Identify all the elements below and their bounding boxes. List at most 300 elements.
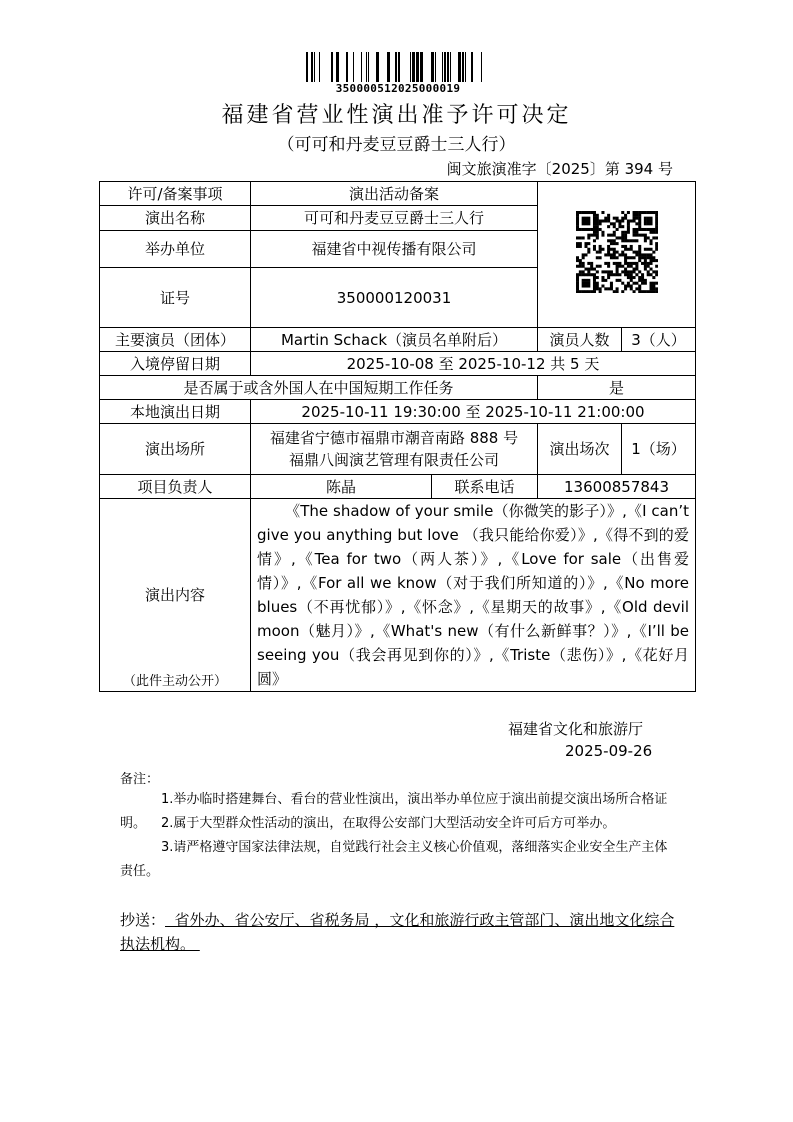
qr-module <box>626 281 629 284</box>
qr-module <box>595 236 598 239</box>
barcode-bar <box>366 52 367 82</box>
qr-module <box>595 276 598 279</box>
qr-module <box>590 290 593 293</box>
qr-module <box>615 216 618 219</box>
qr-module <box>643 281 646 284</box>
qr-module <box>612 225 615 228</box>
qr-module <box>590 273 593 276</box>
qr-module <box>626 270 629 273</box>
qr-module <box>584 273 587 276</box>
qr-module <box>592 239 595 242</box>
value-manager: 陈晶 <box>251 475 432 499</box>
qr-module <box>587 219 590 222</box>
qr-module <box>649 267 652 270</box>
qr-module <box>576 256 579 259</box>
qr-module <box>626 261 629 264</box>
qr-module <box>601 230 604 233</box>
value-show-count: 1（场） <box>622 424 696 475</box>
qr-module <box>604 261 607 264</box>
qr-module <box>595 222 598 225</box>
qr-module <box>609 233 612 236</box>
qr-module <box>590 233 593 236</box>
qr-module <box>624 244 627 247</box>
qr-module <box>598 290 601 293</box>
qr-module <box>638 233 641 236</box>
qr-module <box>626 219 629 222</box>
qr-module <box>609 242 612 245</box>
qr-module <box>604 219 607 222</box>
qr-module <box>635 250 638 253</box>
qr-module <box>592 225 595 228</box>
qr-module <box>652 236 655 239</box>
qr-module <box>592 273 595 276</box>
qr-module <box>655 273 658 276</box>
qr-module <box>604 287 607 290</box>
qr-module <box>607 244 610 247</box>
qr-module <box>601 219 604 222</box>
qr-module <box>578 264 581 267</box>
qr-module <box>578 211 581 214</box>
qr-module <box>632 250 635 253</box>
qr-module <box>584 281 587 284</box>
qr-module <box>578 227 581 230</box>
qr-module <box>592 284 595 287</box>
qr-module <box>638 219 641 222</box>
qr-module <box>646 236 649 239</box>
qr-module <box>649 284 652 287</box>
qr-module <box>595 213 598 216</box>
qr-module <box>632 267 635 270</box>
barcode-bar <box>314 52 315 82</box>
qr-module <box>624 239 627 242</box>
qr-module <box>652 290 655 293</box>
qr-module <box>632 270 635 273</box>
qr-module <box>607 264 610 267</box>
qr-module <box>655 270 658 273</box>
qr-module <box>590 227 593 230</box>
label-item: 许可/备案事项 <box>100 182 251 206</box>
qr-module <box>646 264 649 267</box>
qr-module <box>649 222 652 225</box>
qr-module <box>592 267 595 270</box>
qr-module <box>641 290 644 293</box>
qr-module <box>581 264 584 267</box>
qr-module <box>581 227 584 230</box>
qr-module <box>607 253 610 256</box>
qr-module <box>643 261 646 264</box>
qr-module <box>632 290 635 293</box>
label-cert: 证号 <box>100 268 251 328</box>
qr-module <box>638 253 641 256</box>
qr-module <box>629 287 632 290</box>
qr-module <box>612 250 615 253</box>
qr-module <box>595 230 598 233</box>
qr-module <box>621 281 624 284</box>
qr-module <box>641 227 644 230</box>
value-stay: 2025-10-08 至 2025-10-12 共 5 天 <box>251 352 696 376</box>
qr-module <box>626 273 629 276</box>
note-1: 1.举办临时搭建舞台、看台的营业性演出，演出举办单位应于演出前提交演出场所合格证明。 <box>120 792 668 831</box>
label-performer-count: 演员人数 <box>538 328 622 352</box>
qr-module <box>632 219 635 222</box>
qr-module <box>581 253 584 256</box>
qr-module <box>618 253 621 256</box>
public-note: （此件主动公开） <box>123 674 228 689</box>
barcode-bar <box>450 52 451 82</box>
barcode-bar <box>311 52 313 82</box>
qr-module <box>624 259 627 262</box>
qr-module <box>584 211 587 214</box>
qr-module <box>652 227 655 230</box>
qr-module <box>578 261 581 264</box>
label-manager: 项目负责人 <box>100 475 251 499</box>
cc-line <box>120 908 680 956</box>
qr-module <box>584 284 587 287</box>
qr-module <box>629 261 632 264</box>
qr-module <box>609 256 612 259</box>
qr-module <box>576 236 579 239</box>
qr-module <box>576 216 579 219</box>
qr-module <box>587 242 590 245</box>
qr-module <box>615 273 618 276</box>
document-title: 福建省营业性演出准予许可决定 <box>221 103 572 128</box>
qr-module <box>649 211 652 214</box>
qr-module <box>629 256 632 259</box>
qr-module <box>643 211 646 214</box>
qr-module <box>587 284 590 287</box>
barcode-bar <box>435 52 436 82</box>
barcode-bar <box>387 52 390 82</box>
qr-module <box>635 264 638 267</box>
qr-module <box>629 219 632 222</box>
qr-module <box>581 236 584 239</box>
qr-module <box>595 233 598 236</box>
barcode-bar <box>465 52 466 82</box>
qr-module <box>584 242 587 245</box>
qr-module <box>641 276 644 279</box>
label-phone: 联系电话 <box>432 475 538 499</box>
qr-module <box>609 287 612 290</box>
qr-module <box>632 239 635 242</box>
value-phone: 13600857843 <box>538 475 696 499</box>
qr-module <box>576 276 579 279</box>
qr-module <box>592 290 595 293</box>
qr-module <box>581 270 584 273</box>
qr-module <box>618 264 621 267</box>
qr-module <box>649 239 652 242</box>
qr-module <box>615 287 618 290</box>
qr-module <box>595 219 598 222</box>
qr-module <box>576 225 579 228</box>
qr-module <box>632 233 635 236</box>
qr-module <box>626 227 629 230</box>
qr-module <box>615 264 618 267</box>
qr-module <box>601 233 604 236</box>
qr-module <box>638 213 641 216</box>
qr-module <box>607 250 610 253</box>
qr-module <box>609 284 612 287</box>
barcode <box>306 52 490 82</box>
qr-module <box>607 216 610 219</box>
qr-module <box>609 273 612 276</box>
qr-module <box>592 244 595 247</box>
qr-module <box>595 284 598 287</box>
qr-module <box>621 230 624 233</box>
qr-module <box>632 211 635 214</box>
qr-module <box>624 256 627 259</box>
qr-module <box>618 261 621 264</box>
qr-module <box>638 247 641 250</box>
qr-module <box>584 227 587 230</box>
qr-module <box>612 290 615 293</box>
qr-module <box>638 211 641 214</box>
qr-module <box>624 253 627 256</box>
document-number: 闽文旅演准字〔2025〕第 394 号 <box>446 160 673 178</box>
qr-module <box>615 256 618 259</box>
qr-module <box>607 287 610 290</box>
qr-module <box>595 287 598 290</box>
qr-module <box>595 225 598 228</box>
issue-date: 2025-09-26 <box>565 742 653 760</box>
barcode-bar <box>410 52 411 82</box>
qr-module <box>624 213 627 216</box>
qr-module <box>598 219 601 222</box>
qr-module <box>626 230 629 233</box>
qr-module <box>621 225 624 228</box>
label-performers: 主要演员（团体） <box>100 328 251 352</box>
barcode-bar <box>412 52 415 82</box>
qr-module <box>609 239 612 242</box>
note-3: 3.请严格遵守国家法律法规，自觉践行社会主义核心价值观，落细落实企业安全生产主体责任。 <box>120 840 668 879</box>
qr-module <box>655 222 658 225</box>
barcode-bar <box>416 52 419 82</box>
qr-cell <box>538 182 696 328</box>
qr-module <box>601 284 604 287</box>
qr-module <box>635 253 638 256</box>
value-performers: Martin Schack（演员名单附后） <box>251 328 538 352</box>
qr-module <box>609 247 612 250</box>
qr-module <box>635 222 638 225</box>
qr-module <box>624 216 627 219</box>
barcode-bar <box>471 52 473 82</box>
qr-module <box>621 253 624 256</box>
qr-module <box>601 247 604 250</box>
qr-module <box>581 211 584 214</box>
barcode-bar <box>431 52 434 82</box>
qr-module <box>643 278 646 281</box>
qr-module <box>643 216 646 219</box>
qr-module <box>621 219 624 222</box>
qr-module <box>649 273 652 276</box>
qr-module <box>595 227 598 230</box>
qr-module <box>649 261 652 264</box>
value-item: 演出活动备案 <box>251 182 538 206</box>
qr-module <box>581 284 584 287</box>
qr-module <box>615 227 618 230</box>
qr-module <box>576 273 579 276</box>
qr-module <box>626 247 629 250</box>
qr-module <box>578 270 581 273</box>
qr-module <box>649 256 652 259</box>
qr-module <box>629 247 632 250</box>
qr-module <box>655 225 658 228</box>
qr-module <box>621 239 624 242</box>
qr-module <box>607 261 610 264</box>
qr-module <box>635 216 638 219</box>
qr-module <box>635 267 638 270</box>
qr-module <box>576 278 579 281</box>
qr-module <box>655 211 658 214</box>
qr-module <box>615 290 618 293</box>
issuer: 福建省文化和旅游厅 <box>508 720 644 738</box>
qr-module <box>652 250 655 253</box>
qr-module <box>646 290 649 293</box>
qr-module <box>655 242 658 245</box>
qr-module <box>604 253 607 256</box>
qr-module <box>609 253 612 256</box>
qr-module <box>629 244 632 247</box>
value-local-date: 2025-10-11 19:30:00 至 2025-10-11 21:00:00 <box>251 400 696 424</box>
qr-module <box>601 278 604 281</box>
qr-code <box>576 211 658 293</box>
qr-module <box>638 216 641 219</box>
qr-module <box>649 216 652 219</box>
qr-module <box>652 284 655 287</box>
qr-module <box>578 236 581 239</box>
qr-module <box>592 227 595 230</box>
qr-module <box>612 233 615 236</box>
qr-module <box>632 281 635 284</box>
qr-module <box>649 227 652 230</box>
value-foreign: 是 <box>538 376 696 400</box>
qr-module <box>604 270 607 273</box>
qr-module <box>581 216 584 219</box>
qr-module <box>621 211 624 214</box>
label-local-date: 本地演出日期 <box>100 400 251 424</box>
barcode-bar <box>442 52 443 82</box>
qr-module <box>615 242 618 245</box>
barcode-bar <box>306 52 308 82</box>
qr-module <box>576 242 579 245</box>
qr-module <box>643 222 646 225</box>
qr-module <box>632 227 635 230</box>
qr-module <box>612 253 615 256</box>
qr-module <box>626 276 629 279</box>
qr-module <box>635 213 638 216</box>
notes-label: 备注： <box>120 772 160 787</box>
qr-module <box>646 261 649 264</box>
qr-module <box>655 281 658 284</box>
qr-module <box>626 211 629 214</box>
qr-module <box>590 264 593 267</box>
qr-module <box>607 239 610 242</box>
qr-module <box>646 216 649 219</box>
qr-module <box>626 264 629 267</box>
qr-module <box>595 250 598 253</box>
qr-module <box>635 281 638 284</box>
qr-module <box>621 244 624 247</box>
qr-module <box>641 261 644 264</box>
qr-module <box>612 256 615 259</box>
qr-module <box>587 227 590 230</box>
qr-module <box>646 253 649 256</box>
qr-module <box>626 284 629 287</box>
qr-module <box>612 273 615 276</box>
qr-module <box>649 219 652 222</box>
qr-module <box>649 247 652 250</box>
qr-module <box>587 273 590 276</box>
qr-module <box>624 230 627 233</box>
qr-module <box>615 278 618 281</box>
qr-module <box>607 225 610 228</box>
qr-module <box>595 281 598 284</box>
qr-module <box>595 270 598 273</box>
permit-table <box>99 181 696 692</box>
qr-module <box>635 227 638 230</box>
qr-module <box>621 270 624 273</box>
qr-module <box>607 270 610 273</box>
qr-module <box>652 287 655 290</box>
barcode-bar <box>444 52 446 82</box>
qr-module <box>641 253 644 256</box>
qr-module <box>612 261 615 264</box>
qr-module <box>592 211 595 214</box>
qr-module <box>643 247 646 250</box>
qr-module <box>587 278 590 281</box>
qr-module <box>618 273 621 276</box>
qr-module <box>641 211 644 214</box>
qr-module <box>604 278 607 281</box>
qr-module <box>595 216 598 219</box>
qr-module <box>592 213 595 216</box>
qr-module <box>612 230 615 233</box>
qr-module <box>592 216 595 219</box>
qr-module <box>635 287 638 290</box>
qr-module <box>601 270 604 273</box>
qr-module <box>632 213 635 216</box>
qr-module <box>638 222 641 225</box>
qr-module <box>638 287 641 290</box>
qr-module <box>641 278 644 281</box>
qr-module <box>576 211 579 214</box>
qr-module <box>576 264 579 267</box>
qr-module <box>578 244 581 247</box>
qr-module <box>584 216 587 219</box>
qr-module <box>643 290 646 293</box>
qr-module <box>646 273 649 276</box>
qr-module <box>587 250 590 253</box>
qr-module <box>638 256 641 259</box>
qr-module <box>632 261 635 264</box>
qr-module <box>652 259 655 262</box>
qr-module <box>621 233 624 236</box>
qr-module <box>638 278 641 281</box>
barcode-bar <box>481 52 482 82</box>
qr-module <box>587 261 590 264</box>
qr-module <box>576 244 579 247</box>
barcode-bar <box>420 52 423 82</box>
qr-module <box>643 259 646 262</box>
qr-module <box>655 259 658 262</box>
qr-module <box>655 264 658 267</box>
qr-module <box>581 261 584 264</box>
qr-module <box>655 219 658 222</box>
venue-address: 福建省宁德市福鼎市潮音南路 888 号 <box>269 429 519 447</box>
qr-module <box>584 222 587 225</box>
qr-module <box>646 247 649 250</box>
qr-module <box>595 264 598 267</box>
qr-module <box>629 239 632 242</box>
